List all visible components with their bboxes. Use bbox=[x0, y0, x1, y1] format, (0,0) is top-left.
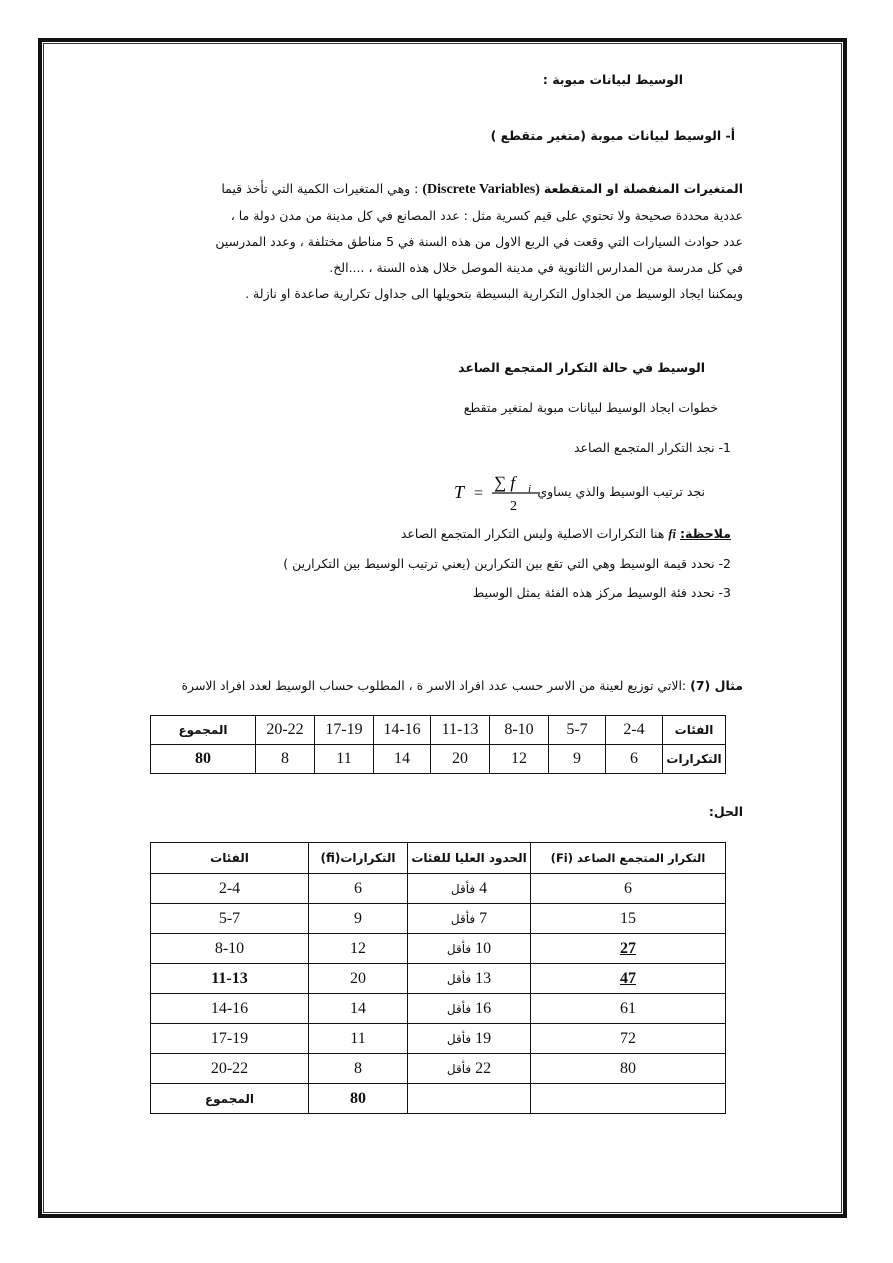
cum-cell: 72 bbox=[531, 1024, 726, 1054]
class-cell: 8-10 bbox=[151, 934, 309, 964]
freq-cell: 8 bbox=[256, 745, 315, 774]
note-text: هنا التكرارات الاصلية وليس التكرار المتجمع الصاعد bbox=[400, 526, 669, 541]
solution-label: الحل: bbox=[708, 804, 743, 819]
freq-cell: 11 bbox=[315, 745, 374, 774]
table-row bbox=[151, 745, 726, 774]
class-cell: 11-13 bbox=[431, 716, 490, 745]
total-label: المجموع bbox=[151, 1084, 309, 1114]
note-label: ملاحظة: bbox=[680, 526, 731, 541]
example-text: :الاتي توزيع لعينة من الاسر حسب عدد افراد الاسر ة ، المطلوب حساب الوسيط لعدد افراد الاسرة bbox=[181, 678, 691, 693]
class-cell: 17-19 bbox=[315, 716, 374, 745]
limit-cell: 13 فأقل bbox=[408, 964, 531, 994]
freq-cell: 14 bbox=[374, 745, 431, 774]
class-cell: 2-4 bbox=[151, 874, 309, 904]
class-cell: 5-7 bbox=[151, 904, 309, 934]
table-header-row bbox=[151, 843, 726, 874]
total-label: المجموع bbox=[151, 716, 256, 745]
intro-line: ويمكننا ايجاد الوسيط من الجداول التكرارية البسيطة بتحويلها الى جداول تكرارية صاعدة او نازلة . bbox=[245, 286, 743, 301]
section-subtitle: أ- الوسيط لبيانات مبوبة (متغير متقطع ) bbox=[490, 128, 735, 143]
table-total-row bbox=[151, 1084, 726, 1114]
freq-cell: 11 bbox=[309, 1024, 408, 1054]
steps-intro: خطوات ايجاد الوسيط لبيانات مبوبة لمتغير متقطع bbox=[463, 400, 718, 415]
empty-cell bbox=[531, 1084, 726, 1114]
class-cell: 5-7 bbox=[549, 716, 606, 745]
class-cell: 11-13 bbox=[151, 964, 309, 994]
step-3: 3- نحدد فئة الوسيط مركز هذه الفئة يمثل الوسيط bbox=[472, 585, 731, 600]
formula-lhs: T bbox=[454, 482, 465, 502]
row-label: التكرارات bbox=[663, 745, 726, 774]
cum-cell: 80 bbox=[531, 1054, 726, 1084]
class-cell: 14-16 bbox=[151, 994, 309, 1024]
header-cum: التكرار المتجمع الصاعد (Fi) bbox=[531, 843, 726, 874]
cum-cell: 6 bbox=[531, 874, 726, 904]
intro-line: في كل مدرسة من المدارس الثانوية في مدينة الموصل خلال هذه السنة ، ....الخ. bbox=[329, 260, 743, 275]
limit-cell: 22 فأقل bbox=[408, 1054, 531, 1084]
freq-cell: 12 bbox=[309, 934, 408, 964]
step-1b: نجد ترتيب الوسيط والذي يساوي bbox=[537, 484, 705, 499]
freq-cell: 6 bbox=[309, 874, 408, 904]
limit-cell: 7 فأقل bbox=[408, 904, 531, 934]
cum-cell: 47 bbox=[531, 964, 726, 994]
cum-cell: 15 bbox=[531, 904, 726, 934]
section-heading: الوسيط في حالة التكرار المتجمع الصاعد bbox=[458, 360, 705, 375]
median-rank-formula bbox=[452, 470, 562, 514]
page-title: الوسيط لبيانات مبوبة : bbox=[542, 72, 683, 87]
freq-cell: 6 bbox=[606, 745, 663, 774]
svg-text:=: = bbox=[474, 485, 484, 502]
limit-cell: 19 فأقل bbox=[408, 1024, 531, 1054]
cumulative-table bbox=[150, 842, 726, 1114]
table-row bbox=[151, 934, 726, 964]
intro-rest: : وهي المتغيرات الكمية التي تأخذ قيما bbox=[221, 181, 423, 196]
freq-cell: 14 bbox=[309, 994, 408, 1024]
table-row bbox=[151, 964, 726, 994]
header-limit: الحدود العليا للفئات bbox=[408, 843, 531, 874]
table-row bbox=[151, 994, 726, 1024]
total-cell: 80 bbox=[309, 1084, 408, 1114]
class-cell: 2-4 bbox=[606, 716, 663, 745]
step-1: 1- نجد التكرار المتجمع الصاعد bbox=[573, 440, 731, 455]
limit-cell: 16 فأقل bbox=[408, 994, 531, 1024]
example bbox=[182, 678, 744, 693]
frequency-table bbox=[150, 715, 726, 774]
total-cell: 80 bbox=[151, 745, 256, 774]
table-row bbox=[151, 904, 726, 934]
intro-paragraph bbox=[173, 176, 743, 307]
freq-cell: 12 bbox=[490, 745, 549, 774]
row-label: الفئات bbox=[663, 716, 726, 745]
freq-cell: 20 bbox=[309, 964, 408, 994]
intro-lead: المتغيرات المنفصلة او المتقطعة bbox=[543, 181, 743, 196]
table-row bbox=[151, 874, 726, 904]
note bbox=[401, 526, 731, 542]
formula-denominator: 2 bbox=[510, 499, 517, 514]
intro-line: عدد حوادث السيارات التي وقعت في الربع الاول من هذه السنة في 5 مناطق مختلفة ، وعدد المدرسين bbox=[215, 234, 743, 249]
freq-cell: 8 bbox=[309, 1054, 408, 1084]
cum-cell: 27 bbox=[531, 934, 726, 964]
empty-cell bbox=[408, 1084, 531, 1114]
cum-cell: 61 bbox=[531, 994, 726, 1024]
table-row bbox=[151, 716, 726, 745]
table-row bbox=[151, 1054, 726, 1084]
limit-cell: 10 فأقل bbox=[408, 934, 531, 964]
class-cell: 20-22 bbox=[151, 1054, 309, 1084]
class-cell: 17-19 bbox=[151, 1024, 309, 1054]
note-symbol: fi bbox=[668, 527, 677, 541]
header-freq: التكرارات(fi) bbox=[309, 843, 408, 874]
freq-cell: 20 bbox=[431, 745, 490, 774]
intro-line: عددية محددة صحيحة ولا تحتوي على قيم كسرية مثل : عدد المصانع في كل مدينة من مدن دولة ما ، bbox=[230, 208, 743, 223]
table-row bbox=[151, 1024, 726, 1054]
limit-cell: 4 فأقل bbox=[408, 874, 531, 904]
class-cell: 20-22 bbox=[256, 716, 315, 745]
example-label: مثال (7) bbox=[690, 678, 743, 693]
intro-latin: (Discrete Variables) bbox=[422, 182, 540, 197]
freq-cell: 9 bbox=[549, 745, 606, 774]
class-cell: 8-10 bbox=[490, 716, 549, 745]
formula-numerator: ∑ f bbox=[494, 473, 516, 492]
header-class: الفئات bbox=[151, 843, 309, 874]
freq-cell: 9 bbox=[309, 904, 408, 934]
step-2: 2- نحدد قيمة الوسيط وهي التي تقع بين التكرارين (يعني ترتيب الوسيط بين التكرارين ) bbox=[283, 556, 731, 571]
formula-sub: i bbox=[528, 483, 532, 495]
class-cell: 14-16 bbox=[374, 716, 431, 745]
